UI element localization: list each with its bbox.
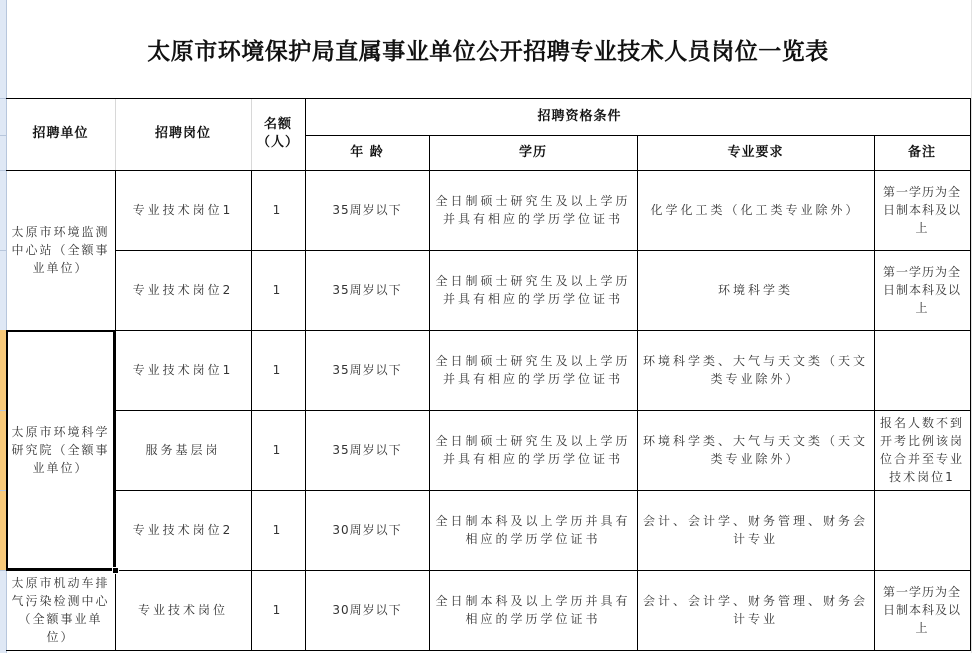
table-border bbox=[115, 490, 971, 491]
remark-cell[interactable]: 第一学历为全日制本科及以上 bbox=[882, 585, 961, 635]
table-border bbox=[6, 650, 971, 651]
unit-cell[interactable]: 太原市环境科学研究院（全额事业单位） bbox=[11, 425, 110, 475]
page-title: 太原市环境保护局直属事业单位公开招聘专业技术人员岗位一览表 bbox=[147, 37, 829, 65]
education-cell[interactable]: 全日制硕士研究生及以上学历并具有相应的学历学位证书 bbox=[435, 354, 631, 386]
table-border bbox=[115, 410, 971, 411]
position-cell[interactable]: 专业技术岗位1 bbox=[132, 363, 234, 377]
remark-cell[interactable]: 第一学历为全日制本科及以上 bbox=[882, 265, 961, 315]
age-cell[interactable]: 35周岁以下 bbox=[332, 283, 402, 297]
table-border bbox=[251, 170, 252, 650]
header-conditions[interactable]: 招聘资格条件 bbox=[537, 108, 622, 124]
education-cell[interactable]: 全日制本科及以上学历并具有相应的学历学位证书 bbox=[435, 514, 631, 546]
position-cell[interactable]: 专业技术岗位1 bbox=[132, 203, 234, 217]
unit-cell[interactable]: 太原市机动车排气污染检测中心（全额事业单位） bbox=[11, 576, 110, 644]
quota-cell[interactable]: 1 bbox=[272, 443, 284, 457]
header-remark[interactable]: 备注 bbox=[907, 144, 936, 160]
fill-handle[interactable] bbox=[112, 567, 119, 574]
major-cell[interactable]: 环境科学类、大气与天文类（天文类专业除外） bbox=[642, 434, 868, 466]
table-border bbox=[6, 98, 971, 99]
table-border bbox=[6, 170, 971, 171]
position-cell[interactable]: 专业技术岗位2 bbox=[132, 523, 234, 537]
quota-cell[interactable]: 1 bbox=[272, 363, 284, 377]
header-age[interactable]: 年 龄 bbox=[350, 144, 384, 160]
gridline bbox=[251, 98, 252, 170]
header-unit[interactable]: 招聘单位 bbox=[32, 126, 89, 141]
major-cell[interactable]: 环境科学类 bbox=[717, 283, 793, 297]
header-major[interactable]: 专业要求 bbox=[727, 144, 784, 160]
quota-cell[interactable]: 1 bbox=[272, 203, 284, 217]
header-position[interactable]: 招聘岗位 bbox=[154, 126, 211, 141]
table-border bbox=[970, 98, 971, 651]
major-cell[interactable]: 会计、会计学、财务管理、财务会计专业 bbox=[642, 594, 868, 626]
education-cell[interactable]: 全日制硕士研究生及以上学历并具有相应的学历学位证书 bbox=[435, 434, 631, 466]
education-cell[interactable]: 全日制硕士研究生及以上学历并具有相应的学历学位证书 bbox=[435, 194, 631, 226]
remark-cell[interactable] bbox=[874, 330, 970, 410]
table-border bbox=[429, 135, 430, 650]
age-cell[interactable]: 35周岁以下 bbox=[332, 443, 402, 457]
table-border bbox=[115, 250, 971, 251]
table-border bbox=[874, 135, 875, 650]
table-border bbox=[637, 135, 638, 650]
cell-selection-outline[interactable] bbox=[6, 330, 115, 570]
age-cell[interactable]: 30周岁以下 bbox=[332, 603, 402, 617]
header-education[interactable]: 学历 bbox=[518, 144, 547, 160]
remark-cell[interactable]: 报名人数不到开考比例该岗位合并至专业技术岗位1 bbox=[879, 416, 964, 484]
major-cell[interactable]: 环境科学类、大气与天文类（天文类专业除外） bbox=[642, 354, 868, 386]
quota-cell[interactable]: 1 bbox=[272, 283, 284, 297]
major-cell[interactable]: 会计、会计学、财务管理、财务会计专业 bbox=[642, 514, 868, 546]
table-border bbox=[115, 170, 116, 650]
education-cell[interactable]: 全日制本科及以上学历并具有相应的学历学位证书 bbox=[435, 594, 631, 626]
header-quota[interactable]: 名额（人） bbox=[257, 117, 300, 150]
major-cell[interactable]: 化学化工类（化工类专业除外） bbox=[650, 203, 861, 217]
position-cell[interactable]: 专业技术岗位2 bbox=[132, 283, 234, 297]
table-border bbox=[305, 98, 306, 650]
quota-cell[interactable]: 1 bbox=[272, 523, 284, 537]
age-cell[interactable]: 30周岁以下 bbox=[332, 523, 402, 537]
remark-cell[interactable]: 第一学历为全日制本科及以上 bbox=[882, 185, 961, 235]
position-cell[interactable]: 服务基层岗 bbox=[145, 443, 221, 457]
gridline bbox=[115, 98, 116, 170]
right-gridline-area bbox=[971, 0, 978, 653]
table-border bbox=[6, 330, 971, 331]
education-cell[interactable]: 全日制硕士研究生及以上学历并具有相应的学历学位证书 bbox=[435, 274, 631, 306]
age-cell[interactable]: 35周岁以下 bbox=[332, 363, 402, 377]
remark-cell[interactable] bbox=[874, 490, 970, 570]
position-cell[interactable]: 专业技术岗位 bbox=[137, 603, 228, 617]
table-border bbox=[6, 570, 971, 571]
quota-cell[interactable]: 1 bbox=[272, 603, 284, 617]
age-cell[interactable]: 35周岁以下 bbox=[332, 203, 402, 217]
unit-cell[interactable]: 太原市环境监测中心站（全额事业单位） bbox=[11, 225, 110, 275]
